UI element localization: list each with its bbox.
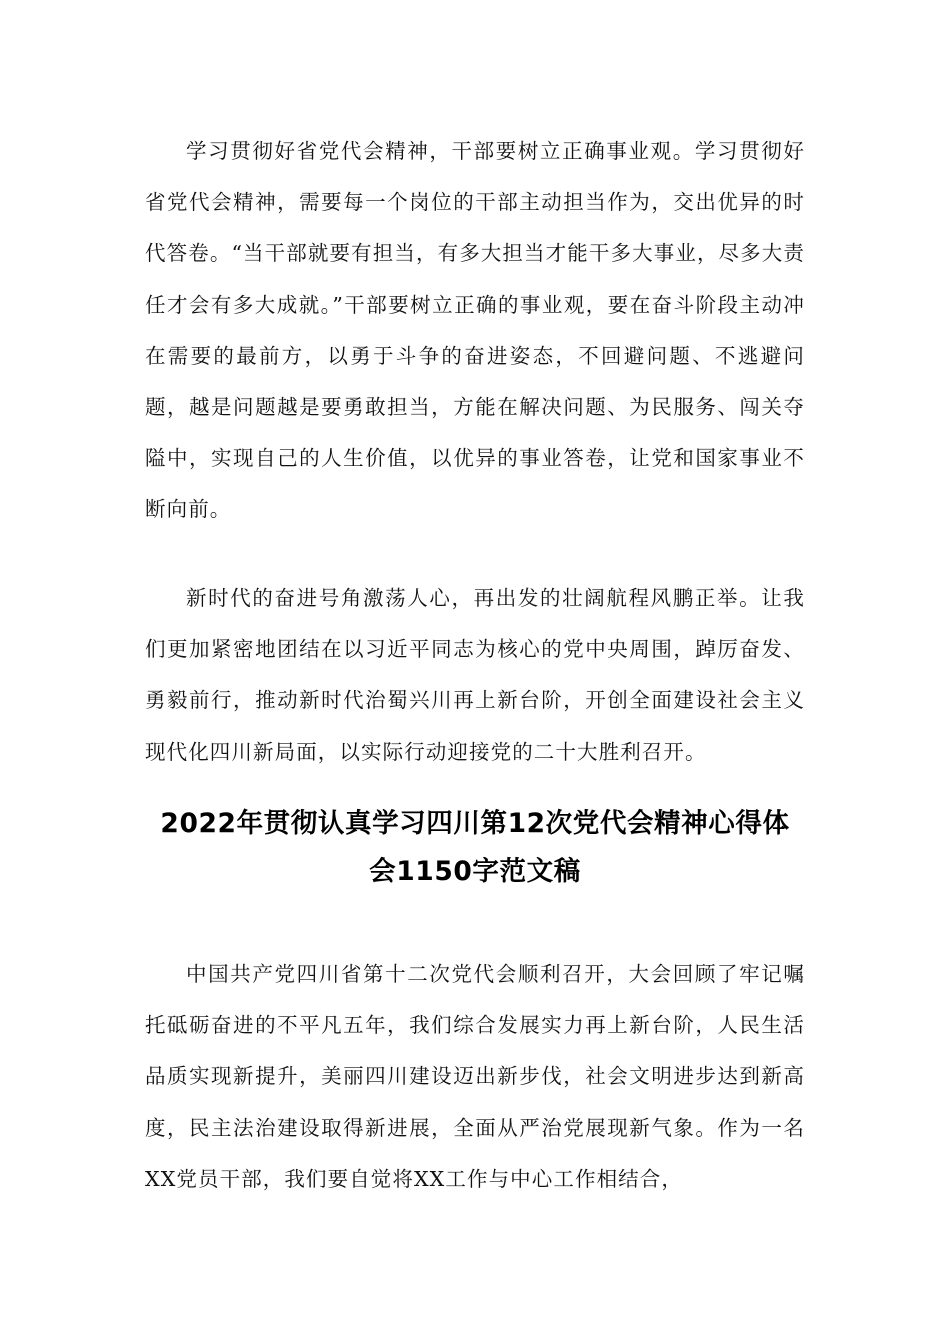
article-title-line-2: 会1150字范文稿 xyxy=(369,856,581,887)
paragraph-new-era: 新时代的奋进号角激荡人心，再出发的壮阔航程风鹏正举。让我们更加紧密地团结在以习近平同志为核心的党中央周围，踔厉奋发、勇毅前行，推动新时代治蜀兴川再上新台阶，开创全面建设社会主义现代化四川新局面，以实际行动迎接党的二十大胜利召开。 xyxy=(145,586,805,764)
paragraph-congress-review: 中国共产党四川省第十二次党代会顺利召开，大会回顾了牢记嘱托砥砺奋进的不平凡五年，我们综合发展实力再上新台阶，人民生活品质实现新提升，美丽四川建设迈出新步伐，社会文明进步达到新高度，民主法治建设取得新进展，全面从严治党展现新气象。作为一名XX党员干部，我们要自觉将XX工作与中心工作相结合， xyxy=(145,962,805,1191)
article-title xyxy=(130,800,820,896)
paragraph-career-view: 学习贯彻好省党代会精神，干部要树立正确事业观。学习贯彻好省党代会精神，需要每一个岗位的干部主动担当作为，交出优异的时代答卷。“当干部就要有担当，有多大担当才能干多大事业，尽多大责任才会有多大成就。”干部要树立正确的事业观，要在奋斗阶段主动冲在需要的最前方，以勇于斗争的奋进姿态，不回避问题、不逃避问题，越是问题越是要勇敢担当，方能在解决问题、为民服务、闯关夺隘中，实现自己的人生价值，以优异的事业答卷，让党和国家事业不断向前。 xyxy=(145,139,805,522)
article-title-line-1: 2022年贯彻认真学习四川第12次党代会精神心得体 xyxy=(160,808,790,839)
